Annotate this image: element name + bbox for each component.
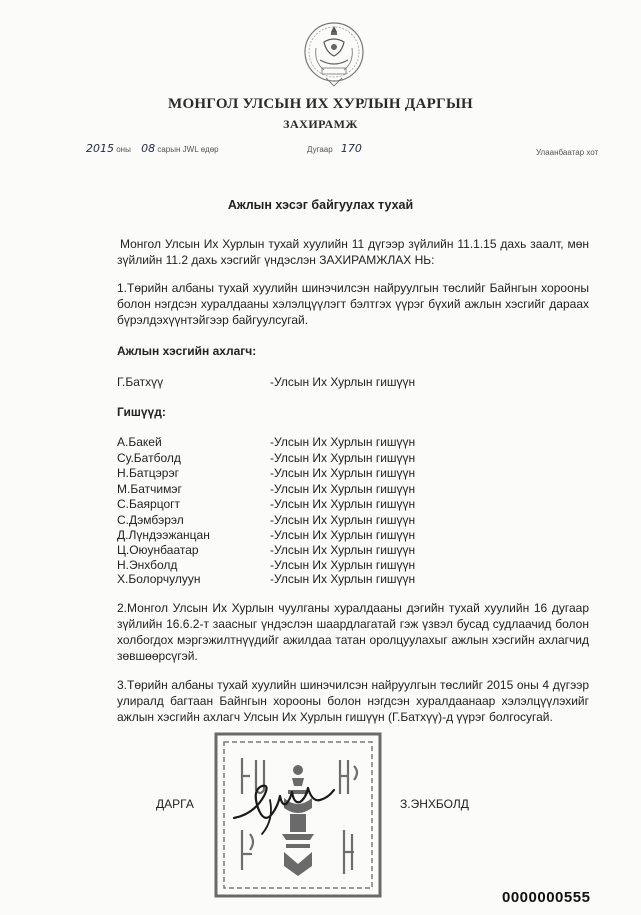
member-row (117, 451, 437, 465)
item-3-text: 3.Төрийн албаны тухай хуулийн шинэчилсэн найруулгын төслийг 2015 оны 4 дүгээр улиралд багтаан Байнгын хорооны болон нэгдсэн хуралдаанаар хэлэлцүүлэхийг ажлын хэсгийн ахлагч Улсын Их Хурлын гишүүн (Г.Батхүү)-д үүрэг болгосугай. (117, 678, 589, 724)
member-row (117, 558, 437, 572)
document-order-number: 170 (340, 142, 362, 155)
item-1-paragraph (117, 280, 589, 328)
state-emblem-icon (302, 18, 366, 92)
issuer-title: МОНГОЛ УЛСЫН ИХ ХУРЛЫН ДАРГЫН (168, 96, 473, 112)
leader-role: -Улсын Их Хурлын гишүүн (270, 375, 416, 389)
document-title: Ажлын хэсэг байгуулах тухай (227, 198, 414, 212)
intro-text: Монгол Улсын Их Хурлын тухай хуулийн 11 дүгээр зүйлийн 11.1.15 дахь заалт, мөн зүйлийн 11.2 дахь хэсгийг үндэслэн ЗАХИРАМЖЛАХ НЬ: (117, 237, 589, 267)
handwritten-signature (230, 770, 350, 840)
leader-row (117, 375, 437, 389)
member-row (117, 543, 437, 557)
member-role: -Улсын Их Хурлын гишүүн (270, 572, 416, 586)
member-name: Н.Батцэрэг (117, 466, 179, 480)
date-month: 08 (141, 142, 156, 155)
member-role: -Улсын Их Хурлын гишүүн (270, 435, 416, 449)
item-1-text: 1.Төрийн албаны тухай хуулийн шинэчилсэн найруулгын төслийг Байнгын хорооны болон нэгдсэн хуралдааны хэлэлцүүлэгт бэлтгэх үүрэг бүхий ажлын хэсгийг дараах бүрэлдэхүүнтэйгээр байгуулсугай. (117, 281, 589, 327)
member-name: Д.Лүндээжанцан (117, 528, 210, 542)
date-month-suffix: сарын (157, 145, 181, 154)
member-name: Ц.Оюунбаатар (117, 543, 199, 557)
member-name: М.Батчимэг (117, 482, 182, 496)
member-role: -Улсын Их Хурлын гишүүн (270, 543, 416, 557)
member-row (117, 497, 437, 511)
member-row (117, 513, 437, 527)
document-type: ЗАХИРАМЖ (283, 117, 358, 131)
date-year: 2015 (86, 142, 114, 155)
member-row (117, 466, 437, 480)
leader-name: Г.Батхүү (117, 375, 164, 389)
member-name: Н.Энхболд (117, 558, 178, 572)
date-line (86, 142, 219, 155)
signatory-name: З.ЭНХБОЛД (400, 797, 469, 811)
member-row (117, 482, 437, 496)
member-role: -Улсын Их Хурлын гишүүн (270, 451, 416, 465)
member-name: Х.Болорчулуун (117, 572, 201, 586)
signatory-title: ДАРГА (156, 797, 194, 811)
leader-heading: Ажлын хэсгийн ахлагч: (117, 344, 257, 358)
member-role: -Улсын Их Хурлын гишүүн (270, 528, 416, 542)
member-role: -Улсын Их Хурлын гишүүн (270, 558, 416, 572)
intro-paragraph (117, 236, 589, 268)
member-name: С.Дэмбэрэл (117, 513, 184, 527)
number-line (307, 142, 362, 155)
document-serial-number: 0000000555 (502, 889, 591, 906)
member-row (117, 528, 437, 542)
member-role: -Улсын Их Хурлын гишүүн (270, 497, 416, 511)
date-year-suffix: оны (116, 145, 131, 154)
member-row (117, 435, 437, 449)
member-name: Су.Батболд (117, 451, 181, 465)
member-name: А.Бакей (117, 435, 162, 449)
date-day-suffix: өдөр (200, 145, 219, 154)
item-2-text: 2.Монгол Улсын Их Хурлын чуулганы хуралдааны дэгийн тухай хуулийн 16 дугаар зүйлийн 16.6.2-т заасныг үндэслэн шаардлагатай гэж үзвэл бусад судлаачид болон холбогдох мэргэжилтнүүдийг ажилдаа татан оролцуулахыг ажлын хэсгийн ахлагчид зөвшөөрсүгэй. (117, 601, 589, 663)
member-role: -Улсын Их Хурлын гишүүн (270, 466, 416, 480)
date-day: JWL (182, 145, 199, 154)
member-row (117, 572, 437, 586)
member-role: -Улсын Их Хурлын гишүүн (270, 482, 416, 496)
place: Улаанбаатар хот (536, 148, 599, 157)
members-heading: Гишүүд: (117, 405, 166, 419)
item-2-paragraph (117, 600, 589, 664)
item-3-paragraph (117, 677, 589, 725)
member-name: С.Баярцогт (117, 497, 181, 511)
number-label: Дугаар (307, 145, 333, 154)
member-role: -Улсын Их Хурлын гишүүн (270, 513, 416, 527)
